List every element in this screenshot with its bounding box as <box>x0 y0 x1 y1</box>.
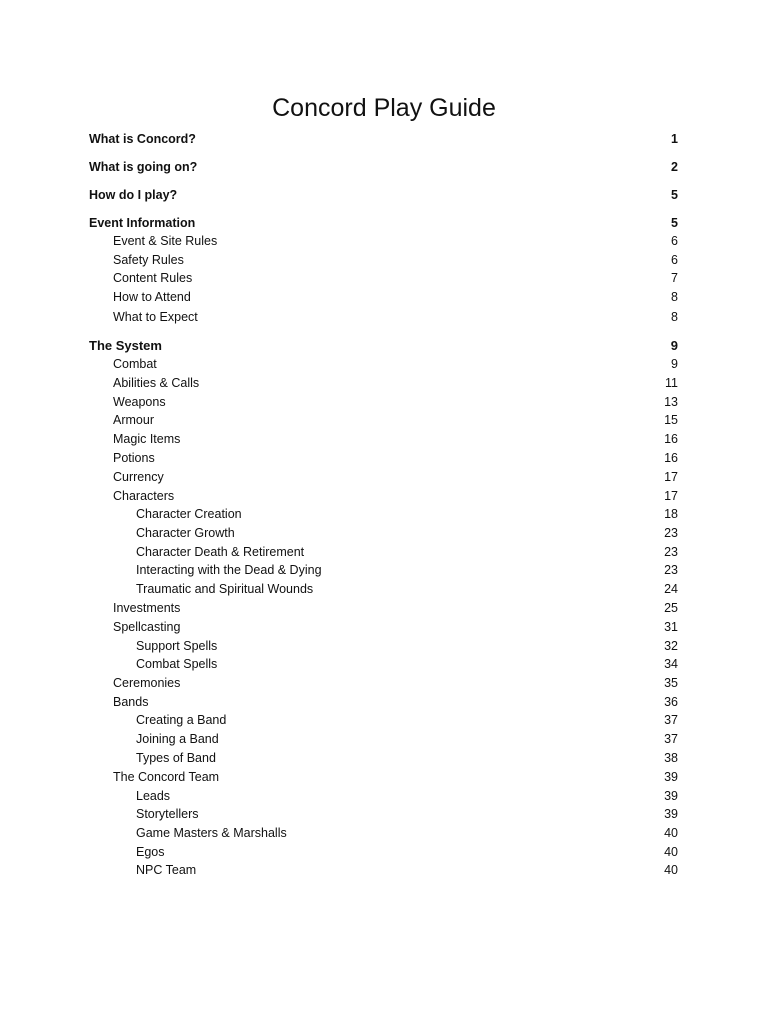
toc-entry-label: Leads <box>136 789 171 803</box>
toc-entry-page: 23 <box>664 545 678 559</box>
toc-entry-label: Traumatic and Spiritual Wounds <box>136 582 314 596</box>
toc-entry-page: 11 <box>665 376 678 390</box>
toc-entry-types-of-band[interactable] <box>89 749 678 767</box>
toc-entry-investments[interactable] <box>89 599 678 617</box>
toc-entry-what-to-expect[interactable] <box>89 308 678 326</box>
toc-entry-label: Characters <box>113 489 175 503</box>
toc-entry-page: 13 <box>664 395 678 409</box>
toc-entry-page: 9 <box>671 357 678 371</box>
toc-entry-page: 23 <box>664 526 678 540</box>
toc-entry-page: 37 <box>664 713 678 727</box>
document-title: Concord Play Guide <box>272 94 496 122</box>
toc-entry-character-death-retirement[interactable] <box>89 543 678 561</box>
toc-entry-label: Safety Rules <box>113 253 184 267</box>
toc-entry-label: Interacting with the Dead & Dying <box>136 563 322 577</box>
toc-entry-label: Weapons <box>113 395 166 409</box>
toc-entry-support-spells[interactable] <box>89 637 678 655</box>
toc-entry-page: 38 <box>664 751 678 765</box>
toc-entry-safety-rules[interactable] <box>89 251 678 269</box>
toc-entry-label: Spellcasting <box>113 620 181 634</box>
toc-entry-how-do-i-play[interactable] <box>89 186 678 204</box>
toc-entry-label: Bands <box>113 695 149 709</box>
toc-entry-character-creation[interactable] <box>89 505 678 523</box>
toc-entry-page: 6 <box>671 234 678 248</box>
toc-entry-abilities-calls[interactable] <box>89 374 678 392</box>
toc-entry-page: 5 <box>671 188 678 202</box>
toc-entry-label: Potions <box>113 451 155 465</box>
toc-entry-weapons[interactable] <box>89 393 678 411</box>
toc-entry-page: 1 <box>671 132 678 146</box>
toc-entry-label: Combat <box>113 357 157 371</box>
toc-entry-page: 37 <box>664 732 678 746</box>
toc-entry-page: 6 <box>671 253 678 267</box>
toc-entry-leads[interactable] <box>89 787 678 805</box>
toc-entry-label: Creating a Band <box>136 713 227 727</box>
toc-entry-page: 25 <box>664 601 678 615</box>
toc-entry-npc-team[interactable] <box>89 861 678 879</box>
toc-entry-label: What to Expect <box>113 310 198 324</box>
toc-entry-label: The Concord Team <box>113 770 220 784</box>
toc-entry-label: What is Concord? <box>89 132 196 146</box>
toc-entry-egos[interactable] <box>89 843 678 861</box>
toc-entry-label: Magic Items <box>113 432 181 446</box>
toc-entry-characters[interactable] <box>89 487 678 505</box>
toc-entry-page: 39 <box>664 770 678 784</box>
toc-entry-page: 16 <box>664 451 678 465</box>
toc-entry-label: Armour <box>113 413 154 427</box>
toc-entry-magic-items[interactable] <box>89 430 678 448</box>
toc-entry-label: How do I play? <box>89 188 178 202</box>
toc-entry-page: 40 <box>664 845 678 859</box>
toc-entry-combat-spells[interactable] <box>89 655 678 673</box>
toc-entry-label: Event & Site Rules <box>113 234 218 248</box>
toc-entry-event-site-rules[interactable] <box>89 232 678 250</box>
toc-entry-page: 5 <box>671 216 678 230</box>
toc-entry-label: Combat Spells <box>136 657 218 671</box>
toc-entry-event-information[interactable] <box>89 214 678 232</box>
toc-entry-label: Types of Band <box>136 751 216 765</box>
toc-entry-page: 7 <box>671 271 678 285</box>
toc-entry-label: Joining a Band <box>136 732 219 746</box>
toc-entry-page: 8 <box>671 310 678 324</box>
toc-entry-page: 17 <box>664 489 678 503</box>
toc-entry-traumatic-spiritual-wounds[interactable] <box>89 580 678 598</box>
toc-entry-character-growth[interactable] <box>89 524 678 542</box>
toc-entry-what-is-concord[interactable] <box>89 130 678 148</box>
toc-entry-how-to-attend[interactable] <box>89 288 678 306</box>
toc-entry-label: Currency <box>113 470 164 484</box>
toc-entry-label: What is going on? <box>89 160 198 174</box>
toc-entry-page: 39 <box>664 807 678 821</box>
toc-entry-page: 9 <box>670 338 678 353</box>
toc-entry-label: NPC Team <box>136 863 197 877</box>
toc-entry-page: 24 <box>664 582 678 596</box>
toc-entry-label: Content Rules <box>113 271 193 285</box>
toc-entry-label: Character Creation <box>136 507 242 521</box>
toc-entry-label: Support Spells <box>136 639 218 653</box>
toc-entry-combat[interactable] <box>89 355 678 373</box>
toc-entry-label: Character Death & Retirement <box>136 545 305 559</box>
toc-entry-page: 16 <box>664 432 678 446</box>
toc-entry-label: How to Attend <box>113 290 191 304</box>
toc-entry-storytellers[interactable] <box>89 805 678 823</box>
toc-entry-page: 36 <box>664 695 678 709</box>
toc-entry-page: 8 <box>671 290 678 304</box>
toc-entry-label: Event Information <box>89 216 196 230</box>
toc-entry-label: Character Growth <box>136 526 235 540</box>
toc-entry-currency[interactable] <box>89 468 678 486</box>
toc-entry-content-rules[interactable] <box>89 269 678 287</box>
toc-entry-page: 40 <box>664 826 678 840</box>
toc-entry-page: 18 <box>664 507 678 521</box>
toc-entry-page: 15 <box>664 413 678 427</box>
toc-entry-page: 39 <box>664 789 678 803</box>
toc-entry-page: 35 <box>664 676 678 690</box>
toc-entry-label: Abilities & Calls <box>113 376 200 390</box>
toc-entry-the-system[interactable] <box>89 337 678 355</box>
toc-entry-what-is-going-on[interactable] <box>89 158 678 176</box>
toc-entry-spellcasting[interactable] <box>89 618 678 636</box>
toc-entry-page: 23 <box>664 563 678 577</box>
toc-entry-page: 31 <box>664 620 678 634</box>
toc-entry-bands[interactable] <box>89 693 678 711</box>
toc-entry-joining-a-band[interactable] <box>89 730 678 748</box>
toc-entry-potions[interactable] <box>89 449 678 467</box>
toc-entry-label: Game Masters & Marshalls <box>136 826 287 840</box>
toc-entry-the-concord-team[interactable] <box>89 768 678 786</box>
toc-entry-label: Ceremonies <box>113 676 181 690</box>
toc-entry-game-masters-marshalls[interactable] <box>89 824 678 842</box>
toc-entry-label: Storytellers <box>136 807 199 821</box>
toc-entry-interacting-dead-dying[interactable] <box>89 561 678 579</box>
toc-entry-page: 40 <box>664 863 678 877</box>
toc-entry-page: 34 <box>664 657 678 671</box>
toc-entry-label: Egos <box>136 845 165 859</box>
toc-entry-creating-a-band[interactable] <box>89 711 678 729</box>
toc-entry-ceremonies[interactable] <box>89 674 678 692</box>
toc-entry-armour[interactable] <box>89 411 678 429</box>
toc-entry-label: The System <box>89 338 162 353</box>
toc-entry-page: 2 <box>671 160 678 174</box>
toc-entry-page: 17 <box>664 470 678 484</box>
toc-entry-label: Investments <box>113 601 181 615</box>
toc-entry-page: 32 <box>664 639 678 653</box>
